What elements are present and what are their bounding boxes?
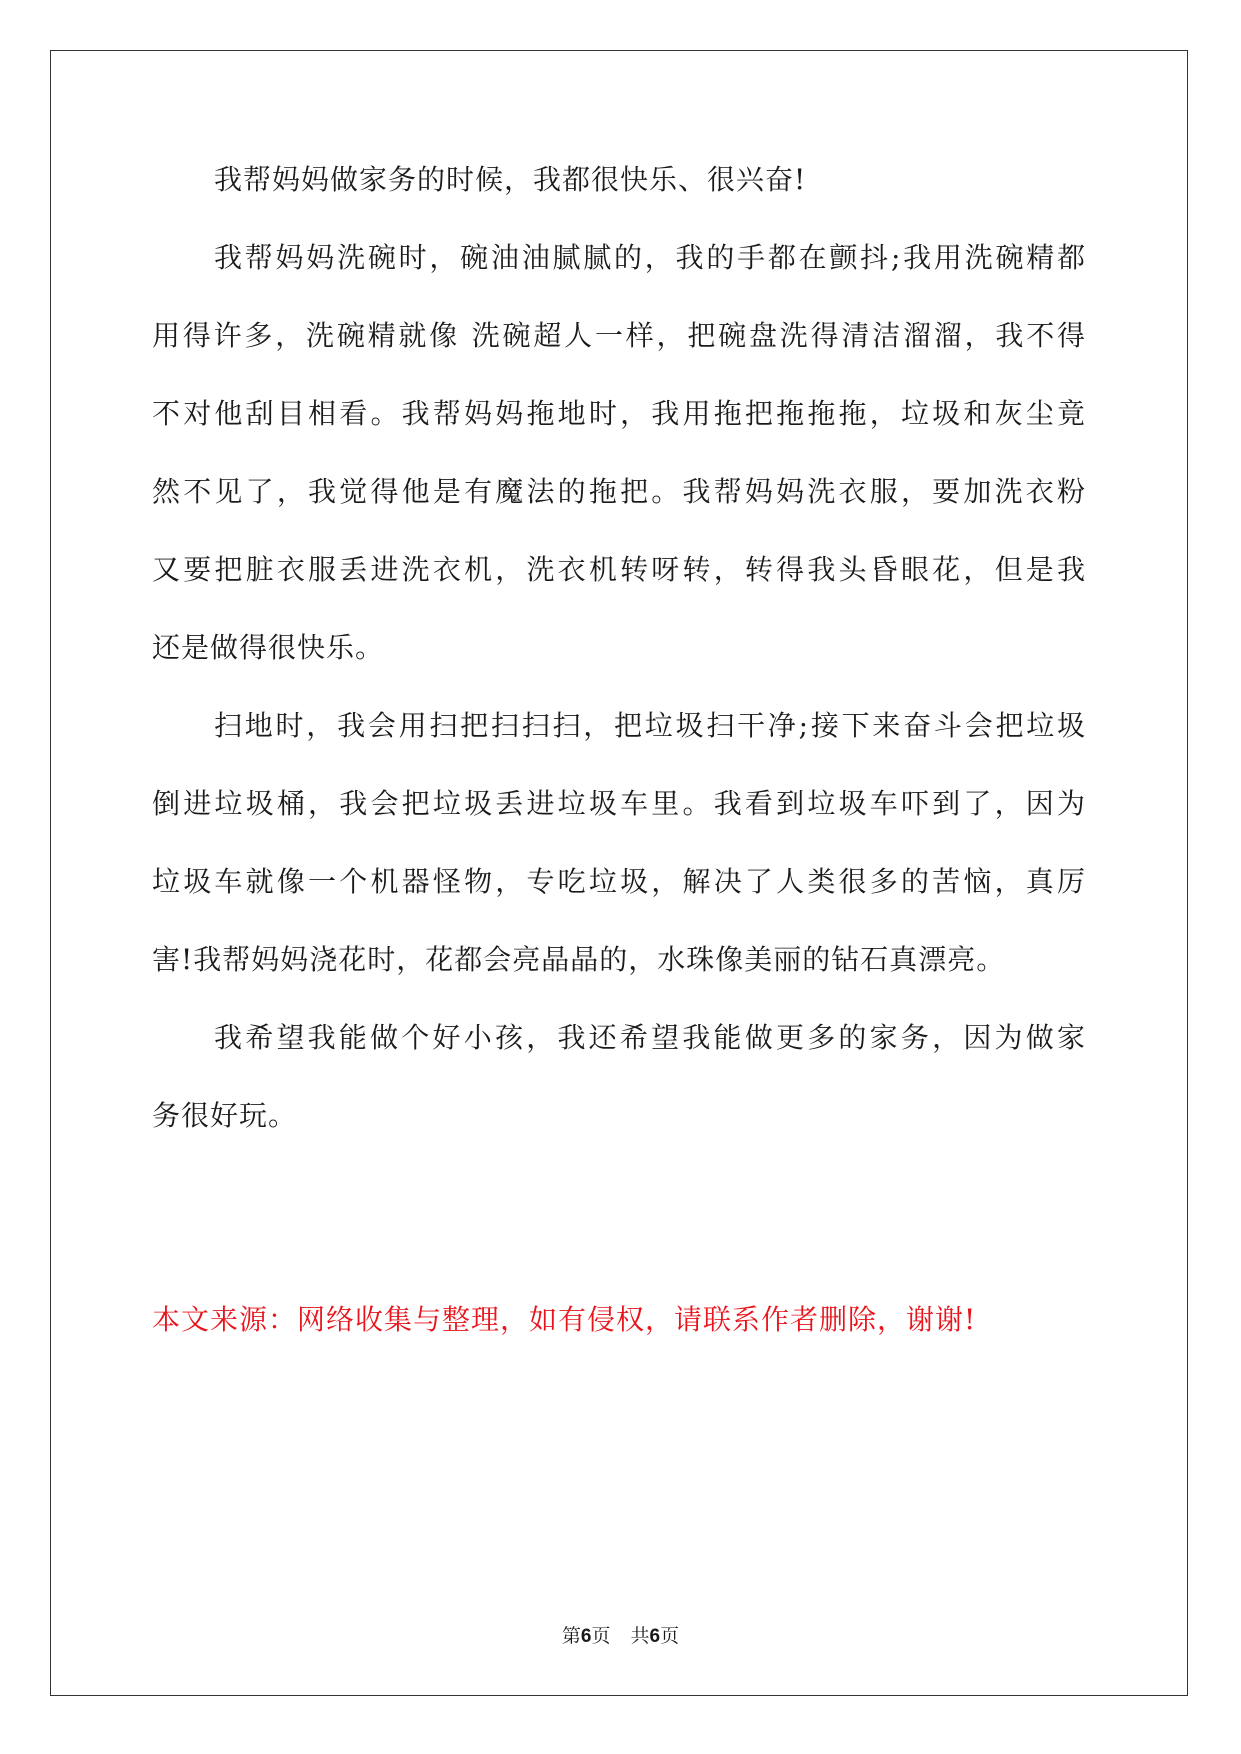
paragraph-3-line-4: 害!我帮妈妈浇花时，花都会亮晶晶的，水珠像美丽的钻石真漂亮。: [152, 943, 1006, 976]
page-footer: [0, 1623, 1241, 1650]
paragraph-3-line-1: 扫地时，我会用扫把扫扫扫，把垃圾扫干净;接下来奋斗会把垃圾: [214, 709, 1086, 742]
paragraph-4-line-2: 务很好玩。: [152, 1099, 298, 1132]
footer-page-number: 6: [580, 1626, 592, 1647]
paragraph-3-line-2: 倒进垃圾桶，我会把垃圾丢进垃圾车里。我看到垃圾车吓到了，因为: [152, 787, 1086, 820]
paragraph-1-line-1: 我帮妈妈做家务的时候，我都很快乐、很兴奋!: [214, 163, 807, 196]
paragraph-2-line-4: 然不见了，我觉得他是有魔法的拖把。我帮妈妈洗衣服，要加洗衣粉: [152, 475, 1086, 508]
source-note: 本文来源：网络收集与整理，如有侵权，请联系作者删除，谢谢!: [152, 1303, 977, 1336]
footer-total-suffix: 页: [660, 1625, 680, 1647]
paragraph-2-line-2: 用得许多，洗碗精就像 洗碗超人一样，把碗盘洗得清洁溜溜，我不得: [152, 319, 1086, 352]
footer-total-number: 6: [649, 1626, 661, 1647]
paragraph-2-line-3: 不对他刮目相看。我帮妈妈拖地时，我用拖把拖拖拖，垃圾和灰尘竟: [152, 397, 1086, 430]
footer-page-prefix: 第: [561, 1625, 581, 1647]
paragraph-4-line-1: 我希望我能做个好小孩，我还希望我能做更多的家务，因为做家: [214, 1021, 1086, 1054]
paragraph-2-line-1: 我帮妈妈洗碗时，碗油油腻腻的，我的手都在颤抖;我用洗碗精都: [214, 241, 1086, 274]
footer-total-prefix: 共: [630, 1625, 650, 1647]
footer-page-suffix: 页: [591, 1625, 611, 1647]
paragraph-2-line-6: 还是做得很快乐。: [152, 631, 385, 664]
paragraph-2-line-5: 又要把脏衣服丢进洗衣机，洗衣机转呀转，转得我头昏眼花，但是我: [152, 553, 1086, 586]
paragraph-3-line-3: 垃圾车就像一个机器怪物，专吃垃圾，解决了人类很多的苦恼，真厉: [152, 865, 1086, 898]
